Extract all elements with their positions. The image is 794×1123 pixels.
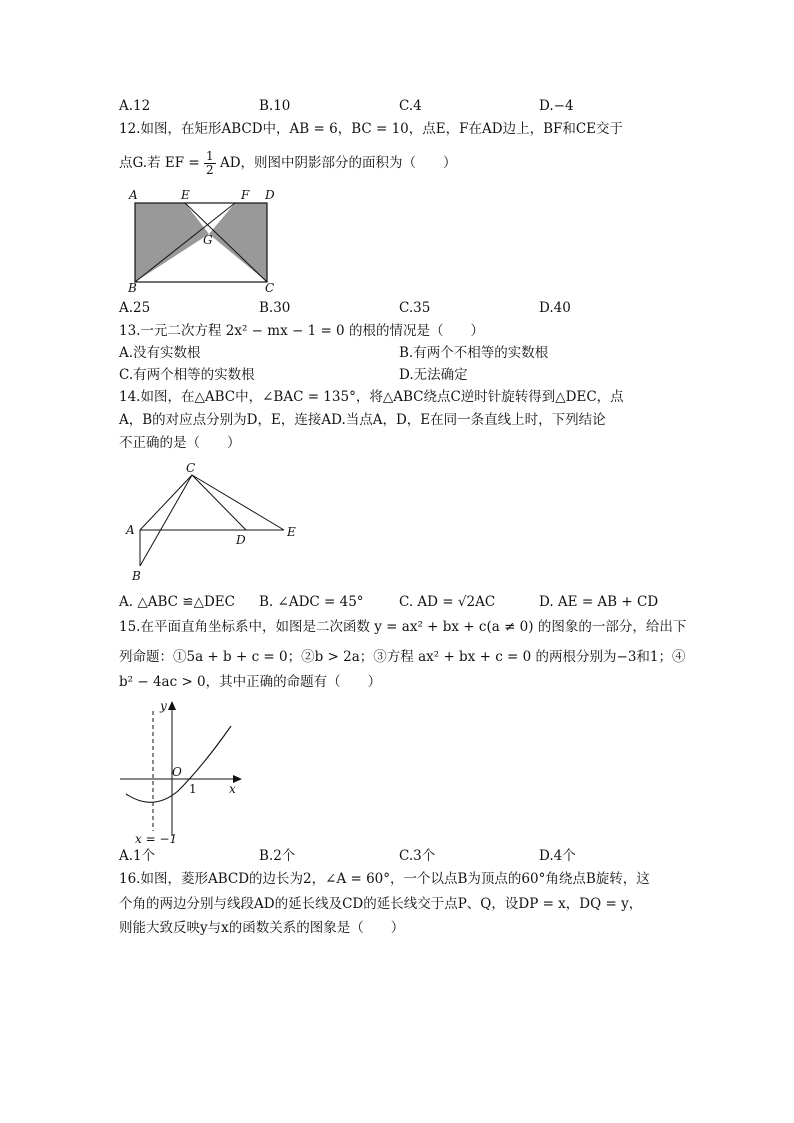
- q14-stem-line2: A，B的对应点分别为D，E，连接AD.当点A，D，E在同一条直线上时，下列结论: [119, 412, 606, 428]
- q15-option-a: A.1个: [119, 848, 156, 864]
- q12-option-a: A.25: [119, 300, 151, 316]
- q15-option-d: D.4个: [539, 848, 576, 864]
- q11-option-d: D.−4: [539, 98, 574, 114]
- q12-stem-line1: 12.如图，在矩形ABCD中，AB = 6，BC = 10，点E，F在AD边上，BF和CE交于: [119, 121, 624, 137]
- q14-stem-line1: 14.如图，在△ABC中，∠BAC = 135°，将△ABC绕点C逆时针旋转得到△DEC，点: [119, 389, 624, 405]
- q14-option-d: D. AE = AB + CD: [539, 594, 659, 610]
- q14-line-cb: [140, 475, 192, 566]
- q11-option-c: C.4: [399, 98, 422, 114]
- q14-stem-line3: 不正确的是（ ）: [119, 435, 241, 451]
- q15-stem-line2: 列命题：①5a + b + c = 0；②b > 2a；③方程 ax² + bx + c = 0 的两根分别为−3和1；④: [119, 649, 686, 665]
- q12-rectangle-figure: [125, 186, 285, 296]
- q14-label-e: E: [287, 525, 296, 539]
- q13-option-a: A.没有实数根: [119, 345, 201, 361]
- q12-label-c: C: [265, 281, 275, 295]
- q15-y-axis-arrow: [168, 701, 176, 710]
- q14-option-c: C. AD = √2AC: [399, 594, 496, 610]
- q15-label-x-eq: x = −1: [135, 832, 178, 846]
- q12-fraction-den: 2: [206, 163, 214, 177]
- q11-option-a: A.12: [119, 98, 151, 114]
- q14-label-c: C: [186, 461, 196, 475]
- q14-label-b: B: [132, 569, 141, 583]
- q14-option-a: A. △ABC ≌△DEC: [119, 594, 235, 610]
- q12-fraction: [204, 150, 216, 177]
- q12-stem-line2: [119, 148, 457, 178]
- q13-option-c: C.有两个相等的实数根: [119, 367, 255, 383]
- q12-label-e: E: [181, 188, 190, 202]
- q16-stem-line3: 则能大致反映y与x的函数关系的图象是（ ）: [119, 920, 405, 936]
- q12-stem-line2-post: AD，则图中阴影部分的面积为（ ）: [219, 155, 457, 171]
- q12-option-b: B.30: [259, 300, 291, 316]
- q15-label-1: 1: [189, 782, 197, 796]
- q12-label-g: G: [203, 233, 213, 247]
- q12-label-a: A: [129, 188, 138, 202]
- q15-label-y: y: [160, 699, 167, 713]
- q12-label-f: F: [241, 188, 250, 202]
- q15-stem-line3: b² − 4ac > 0，其中正确的命题有（ ）: [119, 674, 382, 690]
- q12-fraction-num: 1: [206, 149, 214, 163]
- q13-option-b: B.有两个不相等的实数根: [399, 345, 549, 361]
- q12-option-d: D.40: [539, 300, 571, 316]
- q13-option-d: D.无法确定: [399, 367, 468, 383]
- q15-label-o: O: [172, 765, 182, 779]
- q12-shaded-right: [209, 203, 267, 282]
- q16-stem-line2: 个角的两边分别与线段AD的延长线及CD的延长线交于点P、Q，设DP = x，DQ = y，: [119, 896, 643, 912]
- q12-label-b: B: [128, 281, 137, 295]
- q14-rotation-figure: [122, 460, 312, 585]
- q14-label-a: A: [126, 523, 135, 537]
- q14-label-d: D: [236, 533, 246, 547]
- q15-option-b: B.2个: [259, 848, 296, 864]
- q12-stem-line2-pre: 点G.若 EF =: [119, 155, 200, 171]
- q15-option-c: C.3个: [399, 848, 436, 864]
- q13-stem: 13.一元二次方程 2x² − mx − 1 = 0 的根的情况是（ ）: [119, 323, 484, 339]
- q15-parabola-figure: [118, 696, 248, 846]
- q15-stem-line1: 15.在平面直角坐标系中，如图是二次函数 y = ax² + bx + c(a ≠ 0) 的图象的一部分，给出下: [119, 619, 687, 635]
- q15-label-x: x: [229, 782, 236, 796]
- q14-option-b: B. ∠ADC = 45°: [259, 594, 364, 610]
- q11-option-b: B.10: [259, 98, 291, 114]
- q16-stem-line1: 16.如图，菱形ABCD的边长为2，∠A = 60°，一个以点B为顶点的60°角绕点B旋转，这: [119, 871, 650, 887]
- q12-label-d: D: [265, 188, 275, 202]
- q14-line-ca: [140, 475, 192, 530]
- q12-option-c: C.35: [399, 300, 431, 316]
